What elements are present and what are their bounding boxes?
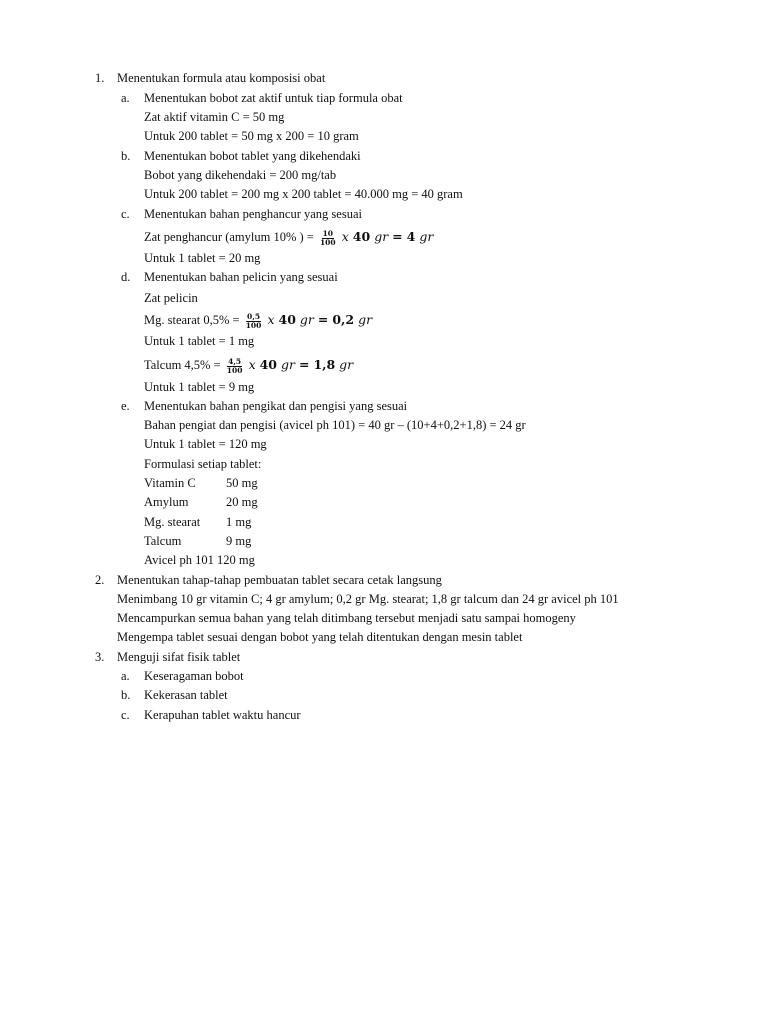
fraction-numerator: 4,5 [228,356,242,366]
fraction-denominator: 100 [226,365,243,375]
math-unit: gr [374,229,389,244]
formula-line [0,226,768,248]
formulation-row [0,474,768,493]
text-line [0,590,768,609]
text-line [0,332,768,351]
fraction-numerator: 0,5 [247,311,261,321]
section-1-heading [0,69,768,88]
item-text: Kekerasan tablet [144,688,228,702]
math-unit: gr [281,357,295,372]
ingredient-row-text: Avicel ph 101 120 mg [144,553,255,567]
text-line [0,455,768,474]
math-value: 40 [278,312,296,327]
math-unit: gr [299,312,314,327]
ingredient-amount: 9 mg [226,534,252,548]
formulation-row [0,513,768,532]
line-text: Untuk 200 tablet = 200 mg x 200 tablet = 40.000 mg = 40 gram [144,187,463,201]
item-3c [0,706,768,725]
text-line [0,416,768,435]
math-times: x [341,229,349,244]
item-letter: c. [121,207,130,221]
formulation-row [0,532,768,551]
line-text: Bahan pengiat dan pengisi (avicel ph 101) = 40 gr – (10+4+0,2+1,8) = 24 gr [144,418,526,432]
math-equals: = [298,357,310,372]
formulation-row [0,551,768,570]
text-line [0,166,768,185]
line-text: Zat aktif vitamin C = 50 mg [144,110,285,124]
text-line [0,108,768,127]
fraction-denominator: 100 [245,320,262,330]
text-line [0,628,768,647]
section-2-heading [0,571,768,590]
item-3a [0,667,768,686]
math-unit: gr [419,229,434,244]
fraction-denominator: 100 [319,237,336,247]
line-text: Untuk 1 tablet = 120 mg [144,437,267,451]
item-1c-heading [0,205,768,224]
formula-expression [267,312,372,327]
section-title: Menentukan tahap-tahap pembuatan tablet secara cetak langsung [117,573,442,587]
section-number: 3. [95,650,105,664]
line-text: Zat pelicin [144,291,198,305]
line-text: Untuk 200 tablet = 50 mg x 200 = 10 gram [144,129,359,143]
formula-line [0,309,768,331]
section-title: Menguji sifat fisik tablet [117,650,241,664]
formula-label: Talcum 4,5% = [144,358,221,372]
item-letter: b. [121,688,131,702]
ingredient-amount: 1 mg [226,515,252,529]
math-result: 1,8 [313,357,336,372]
item-letter: d. [121,270,131,284]
line-text: Bobot yang dikehendaki = 200 mg/tab [144,168,337,182]
ingredient-name: Vitamin C [144,476,196,490]
item-1d-heading [0,268,768,287]
ingredient-amount: 50 mg [226,476,258,490]
item-title: Menentukan bahan pelicin yang sesuai [144,270,338,284]
item-1a-heading [0,89,768,108]
line-text: Menimbang 10 gr vitamin C; 4 gr amylum; 0,2 gr Mg. stearat; 1,8 gr talcum dan 24 gr avicel ph 101 [117,592,619,606]
section-number: 2. [95,573,105,587]
line-text: Untuk 1 tablet = 20 mg [144,251,261,265]
math-unit: gr [339,357,354,372]
item-letter: a. [121,669,130,683]
formula [144,309,372,331]
ingredient-name: Amylum [144,495,189,509]
item-text: Keseragaman bobot [144,669,244,683]
item-title: Menentukan bahan penghancur yang sesuai [144,207,362,221]
item-title: Menentukan bobot tablet yang dikehendaki [144,149,361,163]
line-text: Formulasi setiap tablet: [144,457,262,471]
fraction-numerator: 10 [322,228,334,238]
item-letter: a. [121,91,130,105]
formula-label: Mg. stearat 0,5% = [144,313,240,327]
formula-expression [342,229,434,244]
math-times: x [248,357,256,372]
formulation-row [0,493,768,512]
text-line [0,435,768,454]
item-letter: e. [121,399,130,413]
item-text: Kerapuhan tablet waktu hancur [144,708,301,722]
line-text: Mengempa tablet sesuai dengan bobot yang telah ditentukan dengan mesin tablet [117,630,523,644]
item-3b [0,686,768,705]
formula [144,354,353,376]
math-value: 40 [259,357,278,372]
section-3-heading [0,648,768,667]
formula-expression [249,357,354,372]
item-title: Menentukan bobot zat aktif untuk tiap formula obat [144,91,403,105]
item-1e-heading [0,397,768,416]
math-equals: = [317,312,329,327]
text-line [0,609,768,628]
math-result: 0,2 [332,312,355,327]
math-times: x [267,312,275,327]
fraction [319,230,337,247]
text-line [0,378,768,397]
ingredient-name: Mg. stearat [144,515,201,529]
math-unit: gr [358,312,373,327]
text-line [0,185,768,204]
ingredient-name: Talcum [144,534,182,548]
math-value: 40 [352,229,371,244]
item-letter: b. [121,149,131,163]
formula-line [0,354,768,376]
text-line [0,127,768,146]
formula-label: Zat penghancur (amylum 10% ) = [144,230,314,244]
item-title: Menentukan bahan pengikat dan pengisi yang sesuai [144,399,408,413]
text-line [0,289,768,308]
section-number: 1. [95,71,105,85]
item-1b-heading [0,147,768,166]
text-line [0,249,768,268]
fraction [226,358,244,375]
line-text: Mencampurkan semua bahan yang telah ditimbang tersebut menjadi satu sampai homogeny [117,611,576,625]
line-text: Untuk 1 tablet = 9 mg [144,380,255,394]
formula [144,226,433,248]
math-equals: = [392,229,403,244]
math-result: 4 [406,229,416,244]
fraction [245,313,263,330]
section-title: Menentukan formula atau komposisi obat [117,71,326,85]
ingredient-amount: 20 mg [226,495,258,509]
line-text: Untuk 1 tablet = 1 mg [144,334,255,348]
item-letter: c. [121,708,130,722]
